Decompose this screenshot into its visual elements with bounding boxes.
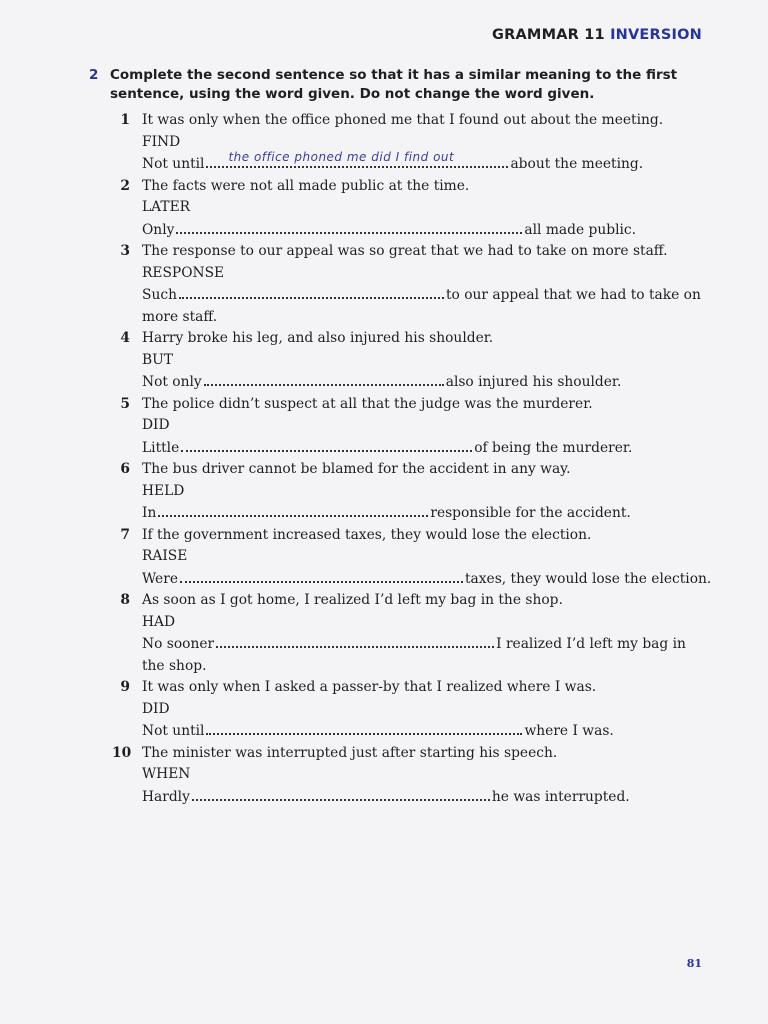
- handwritten-answer: the office phoned me did I find out: [228, 149, 455, 164]
- answer-line: [142, 568, 712, 591]
- answer-line: [142, 149, 712, 176]
- key-word: RESPONSE: [142, 264, 225, 281]
- item-number: 8: [120, 592, 130, 608]
- exercise-item: [112, 677, 712, 743]
- exercise-item: [112, 110, 712, 176]
- key-word: FIND: [142, 133, 181, 150]
- answer-blank[interactable]: [204, 371, 444, 386]
- answer-blank[interactable]: [176, 219, 522, 234]
- key-word: DID: [142, 700, 170, 717]
- answer-start: Hardly: [142, 788, 190, 805]
- item-number: 7: [120, 526, 130, 543]
- answer-start: Little: [142, 439, 180, 456]
- answer-start: Were: [142, 570, 178, 587]
- answer-end: responsible for the accident.: [430, 505, 631, 521]
- answer-line: [142, 284, 712, 328]
- item-sentence: If the government increased taxes, they would lose the election.: [142, 526, 592, 543]
- exercise-item: [112, 525, 712, 591]
- exercise-item: [112, 394, 712, 460]
- answer-blank[interactable]: [180, 568, 463, 583]
- answer-start: Not until: [142, 723, 205, 739]
- page-number: 81: [686, 957, 702, 970]
- item-number: 3: [120, 243, 130, 259]
- unit-label: GRAMMAR 11: [492, 27, 605, 43]
- item-sentence: As soon as I got home, I realized I’d left my bag in the shop.: [142, 592, 563, 608]
- key-word: DID: [142, 417, 170, 433]
- answer-line: [142, 437, 712, 460]
- key-word: BUT: [142, 351, 173, 368]
- item-sentence: It was only when I asked a passer-by that I realized where I was.: [142, 679, 597, 695]
- answer-start: Not only: [142, 374, 202, 390]
- key-word: LATER: [142, 199, 191, 215]
- answer-start: Not until: [142, 156, 205, 172]
- instruction-text: Complete the second sentence so that it has a similar meaning to the first sentence, using the word given. Do not change the word given.: [110, 67, 678, 102]
- answer-line: [142, 786, 712, 809]
- answer-start: No sooner: [142, 636, 215, 652]
- item-sentence: Harry broke his leg, and also injured his shoulder.: [142, 330, 494, 346]
- answer-line: [142, 371, 712, 394]
- key-word: RAISE: [142, 548, 188, 564]
- answer-end: taxes, they would lose the election.: [464, 570, 712, 587]
- exercise-item: [112, 743, 712, 809]
- exercise-item: [112, 328, 712, 394]
- answer-blank[interactable]: [179, 284, 444, 299]
- item-sentence: The minister was interrupted just after starting his speech.: [142, 744, 558, 761]
- item-number: 6: [120, 461, 130, 477]
- item-number: 9: [120, 679, 130, 695]
- answer-start: In: [142, 505, 157, 521]
- answer-end: of being the murderer.: [474, 439, 633, 456]
- item-number: 4: [120, 330, 130, 346]
- item-sentence: The response to our appeal was so great that we had to take on more staff.: [142, 243, 668, 259]
- answer-line: [142, 502, 712, 525]
- exercise-item: [112, 459, 712, 525]
- answer-line: [142, 633, 712, 677]
- page-header: [492, 27, 702, 43]
- item-number: 2: [120, 177, 130, 194]
- answer-end: all made public.: [524, 221, 637, 238]
- answer-blank[interactable]: [206, 720, 522, 735]
- key-word: HAD: [142, 613, 176, 630]
- unit-topic: INVERSION: [610, 27, 702, 43]
- exercise-items: [112, 110, 712, 808]
- answer-end: I realized I’d left my bag in the shop.: [142, 636, 686, 674]
- answer-start: Only: [142, 221, 175, 238]
- exercise-item: [112, 590, 712, 677]
- answer-blank[interactable]: [192, 786, 490, 801]
- item-number: 1: [120, 112, 130, 128]
- item-sentence: The bus driver cannot be blamed for the accident in any way.: [142, 461, 571, 477]
- item-sentence: The facts were not all made public at the time.: [142, 177, 470, 194]
- answer-end: where I was.: [524, 723, 614, 739]
- item-sentence: It was only when the office phoned me that I found out about the meeting.: [142, 112, 664, 128]
- exercise-number: 2: [89, 67, 99, 83]
- exercise-instruction: [89, 66, 689, 104]
- item-sentence: The police didn’t suspect at all that the judge was the murderer.: [142, 395, 593, 412]
- key-word: WHEN: [142, 766, 191, 782]
- answer-blank[interactable]: [216, 633, 494, 648]
- answer-end: to our appeal that we had to take on more staff.: [142, 287, 701, 325]
- answer-end: also injured his shoulder.: [445, 374, 622, 390]
- answer-end: he was interrupted.: [491, 788, 630, 805]
- answer-blank[interactable]: [158, 502, 428, 517]
- key-word: HELD: [142, 482, 185, 499]
- exercise-item: [112, 176, 712, 242]
- answer-blank[interactable]: [181, 437, 472, 452]
- answer-start: Such: [142, 287, 177, 303]
- answer-line: [142, 720, 712, 743]
- answer-end: about the meeting.: [510, 156, 644, 172]
- item-number: 5: [120, 395, 130, 412]
- answer-blank[interactable]: [206, 149, 508, 168]
- answer-line: [142, 219, 712, 242]
- exercise-item: [112, 241, 712, 328]
- item-number: 10: [112, 744, 132, 761]
